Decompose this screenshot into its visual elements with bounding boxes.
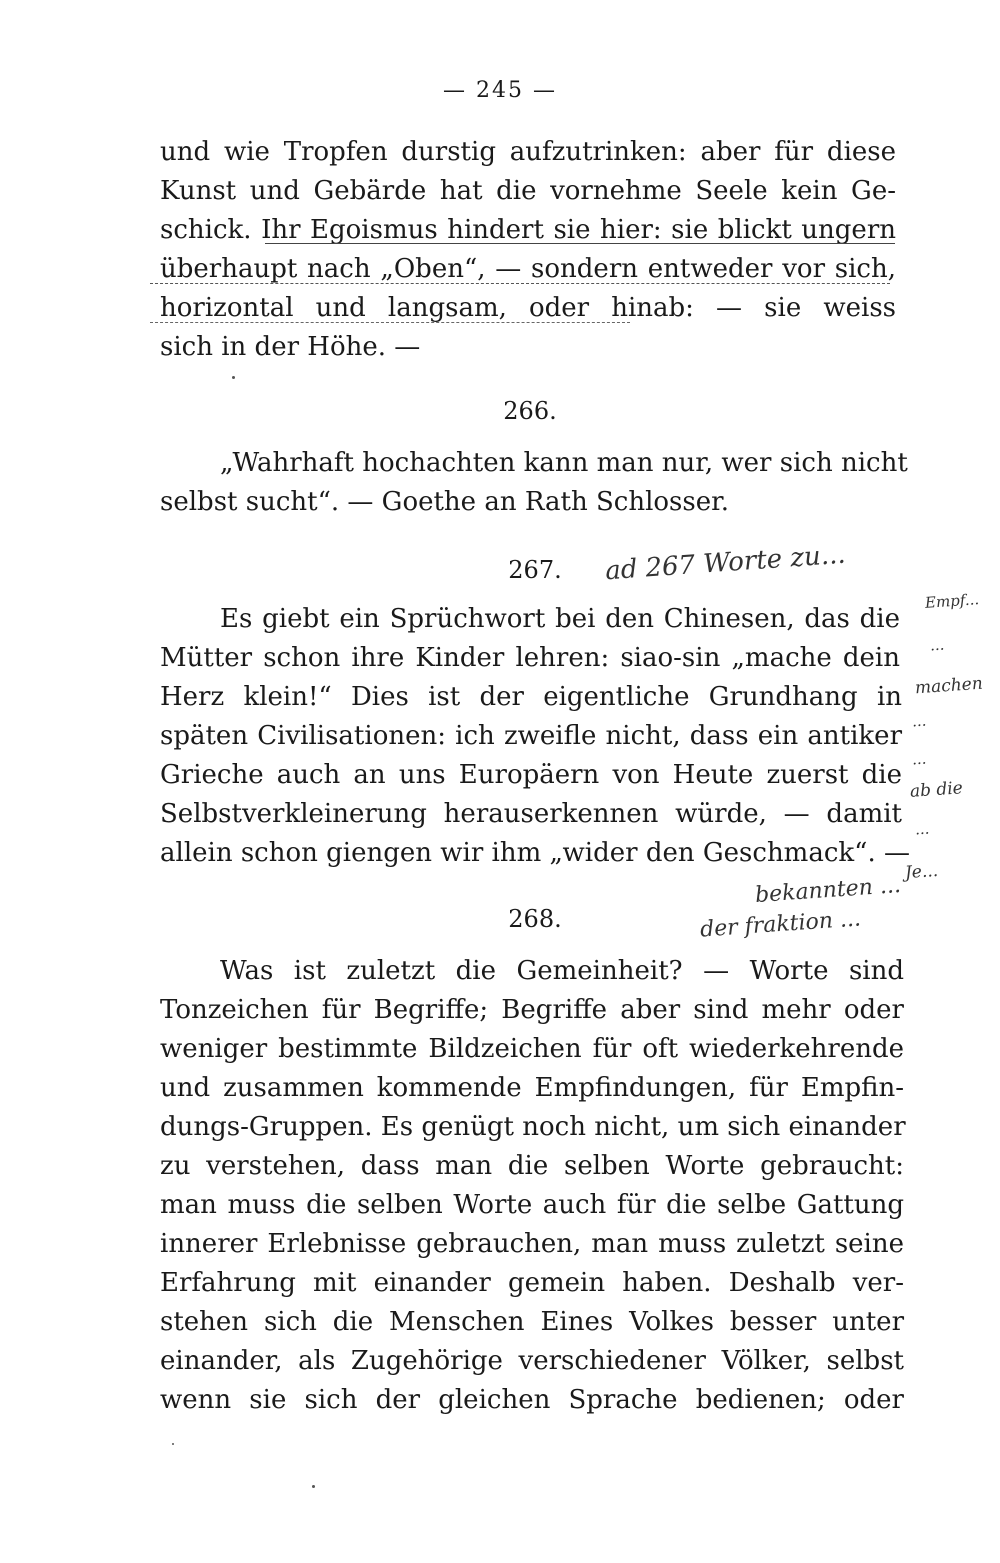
text-line: horizontal und langsam, oder hinab: — sie weiss (160, 293, 896, 323)
text-line: dungs-Gruppen. Es genügt noch nicht, um sich einander (160, 1112, 906, 1142)
text-line: schick. Ihr Egoismus hindert sie hier: sie blickt ungern (160, 215, 896, 245)
underline-mark (150, 322, 630, 323)
text-line: und wie Tropfen durstig aufzutrinken: aber für diese (160, 137, 896, 167)
paper-speck (312, 1485, 315, 1488)
page-number: — 245 — (443, 78, 557, 103)
text-line: allein schon giengen wir ihm „wider den Geschmack“. — (160, 838, 910, 868)
handwritten-note: bekannten ... (754, 872, 902, 909)
section-number: 266. (503, 397, 557, 425)
text-line: überhaupt nach „Oben“, — sondern entweder vor sich, (160, 254, 896, 284)
text-line: und zusammen kommende Empfindungen, für Empfin- (160, 1073, 904, 1103)
handwritten-note: machen (914, 673, 984, 699)
text-line: späten Civilisationen: ich zweifle nicht, dass ein antiker (160, 721, 902, 751)
text-line: wenn sie sich der gleichen Sprache bedienen; oder (160, 1385, 904, 1415)
text-line: Was ist zuletzt die Gemeinheit? — Worte sind (220, 956, 904, 986)
text-line: stehen sich die Menschen Eines Volkes besser unter (160, 1307, 904, 1337)
text-line: Es giebt ein Sprüchwort bei den Chinesen, das die (220, 604, 900, 634)
text-line: Grieche auch an uns Europäern von Heute zuerst die (160, 760, 902, 790)
text-line: zu verstehen, dass man die selben Worte gebraucht: (160, 1151, 904, 1181)
text-line: Mütter schon ihre Kinder lehren: siao-sin „mache dein (160, 643, 900, 673)
handwritten-note: ad 267 Worte zu... (604, 539, 847, 587)
handwritten-note: ... (914, 819, 930, 839)
paper-speck (232, 376, 235, 379)
handwritten-note: ... (911, 749, 927, 769)
text-line: weniger bestimmte Bildzeichen für oft wiederkehrende (160, 1034, 904, 1064)
text-line: „Wahrhaft hochachten kann man nur, wer sich nicht (220, 448, 908, 478)
text-line: selbst sucht“. — Goethe an Rath Schlosser. (160, 487, 729, 517)
text-line: einander, als Zugehörige verschiedener Völker, selbst (160, 1346, 904, 1376)
text-line: Selbstverkleinerung herauserkennen würde, — damit (160, 799, 902, 829)
handwritten-note: der fraktion ... (699, 906, 862, 943)
paper-speck (172, 1443, 174, 1445)
text-line: Herz klein!“ Dies ist der eigentliche Grundhang in (160, 682, 902, 712)
section-number: 268. (508, 905, 562, 933)
handwritten-note: ab die (909, 778, 964, 802)
handwritten-note: ... (911, 711, 927, 731)
text-line: Erfahrung mit einander gemein haben. Deshalb ver- (160, 1268, 904, 1298)
text-line: man muss die selben Worte auch für die selbe Gattung (160, 1190, 904, 1220)
underline-mark (265, 243, 895, 244)
underline-mark (150, 283, 890, 284)
handwritten-note: ... (929, 635, 945, 655)
text-line: innerer Erlebnisse gebrauchen, man muss zuletzt seine (160, 1229, 904, 1259)
text-line: Tonzeichen für Begriffe; Begriffe aber sind mehr oder (160, 995, 904, 1025)
section-number: 267. (508, 556, 562, 584)
text-line: sich in der Höhe. — (160, 332, 421, 362)
handwritten-note: Je... (904, 860, 939, 884)
handwritten-note: Empf... (924, 590, 980, 612)
text-line: Kunst und Gebärde hat die vornehme Seele kein Ge- (160, 176, 896, 206)
